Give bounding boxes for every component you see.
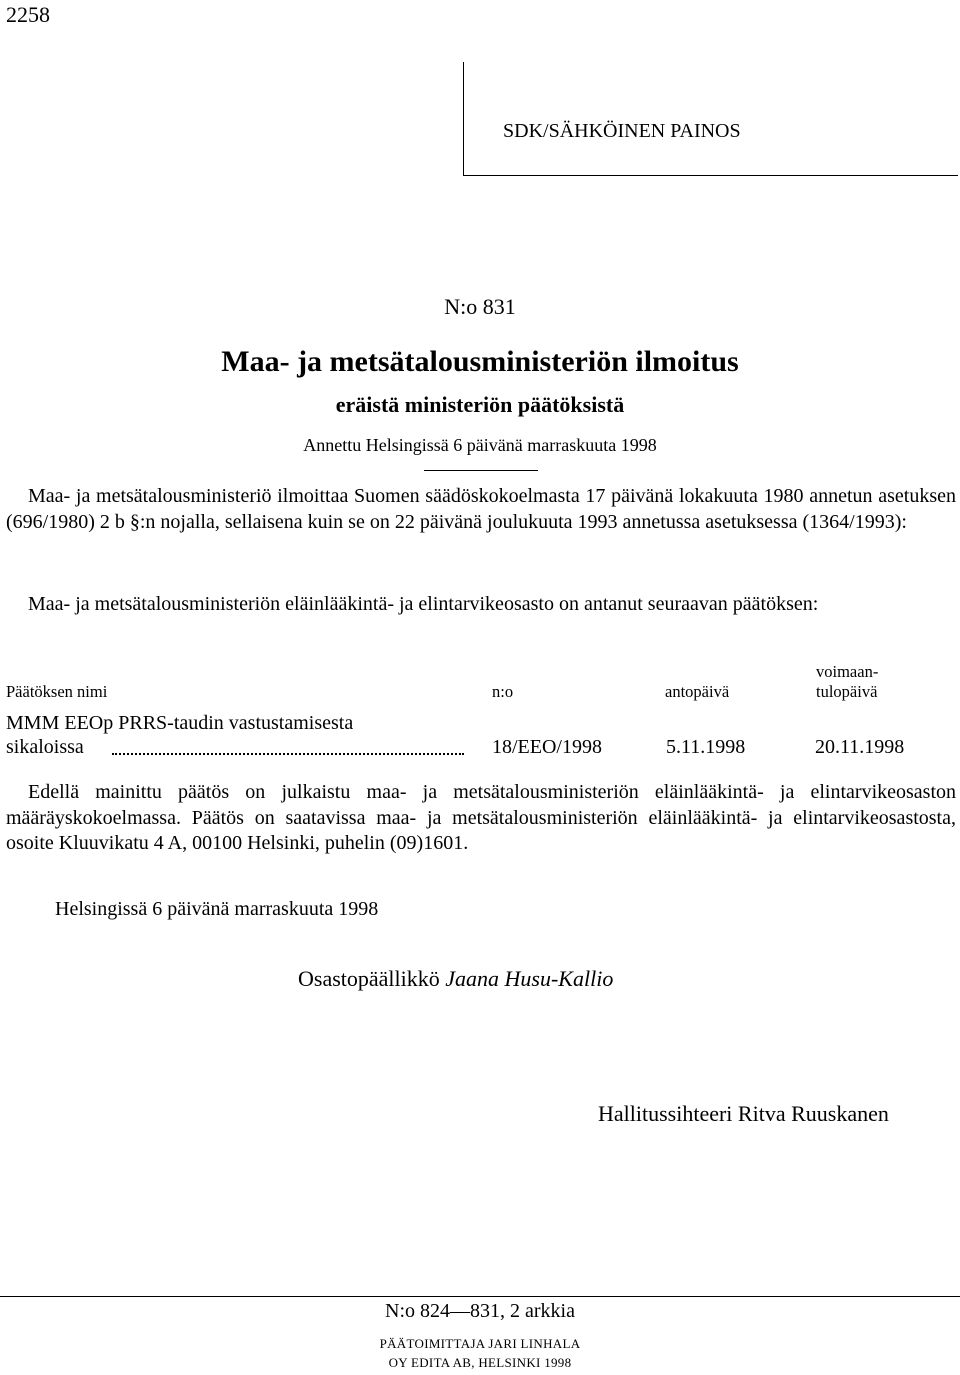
row-decision-name-line2: sikaloissa — [6, 736, 84, 758]
issue-date-line: Annettu Helsingissä 6 päivänä marraskuuta 1998 — [303, 435, 657, 455]
edition-label: SDK/SÄHKÖINEN PAINOS — [503, 120, 741, 142]
row-decision-name-line1: MMM EEOp PRRS-taudin vastustamisesta — [6, 712, 354, 734]
dot-leader — [112, 753, 464, 755]
signature-first-name: Jaana Husu-Kallio — [445, 966, 614, 991]
row-effective-date: 20.11.1998 — [815, 736, 905, 758]
footer-issue-numbers: N:o 824—831, 2 arkkia — [385, 1300, 575, 1322]
header-decision-name: Päätöksen nimi — [6, 682, 108, 701]
document-subtitle: eräistä ministeriön päätöksistä — [335, 392, 625, 417]
footer-editor: PÄÄTOIMITTAJA JARI LINHALA — [379, 1336, 581, 1351]
footer-divider — [0, 1296, 960, 1297]
page-number: 2258 — [6, 2, 50, 27]
title-divider — [424, 470, 538, 471]
edition-box — [463, 62, 958, 176]
document-title: Maa- ja metsätalousministeriön ilmoitus — [221, 345, 739, 378]
signature-first-title: Osastopäällikkö — [298, 966, 440, 991]
header-number: n:o — [492, 682, 514, 701]
row-issue-date: 5.11.1998 — [666, 736, 746, 758]
department-paragraph: Maa- ja metsätalousministeriön eläinlääkintä- ja elintarvikeosasto on antanut seuraavan päätöksen: — [28, 593, 819, 615]
header-effective-date-line2: tulopäivä — [816, 682, 878, 701]
header-issue-date: antopäivä — [665, 682, 730, 701]
footer-printer: OY EDITA AB, HELSINKI 1998 — [388, 1355, 572, 1370]
document-number: N:o 831 — [444, 294, 516, 319]
row-number: 18/EEO/1998 — [492, 736, 602, 758]
publication-paragraph: Edellä mainittu päätös on julkaistu maa- ja metsätalousministeriön eläinlääkintä- ja elintarvikeosaston määräyskokoelmassa. Päätös on saatavissa maa- ja metsätalousministeriön eläinlääkintä- ja elintarvikeosastosta, osoite Kluuvikatu 4 A, 00100 Helsinki, puhelin (09)1601. — [6, 781, 956, 854]
intro-paragraph: Maa- ja metsätalousministeriö ilmoittaa Suomen säädöskokoelmasta 17 päivänä lokakuuta 1980 annetun asetuksen (696/1980) 2 b §:n nojalla, sellaisena kuin se on 22 päivänä joulukuuta 1993 annetussa asetuksessa (1364/1993): — [6, 485, 956, 533]
header-effective-date-line1: voimaan- — [816, 662, 879, 681]
signature-first — [298, 966, 613, 992]
place-and-date: Helsingissä 6 päivänä marraskuuta 1998 — [55, 898, 379, 920]
signature-second: Hallitussihteeri Ritva Ruuskanen — [598, 1101, 889, 1126]
